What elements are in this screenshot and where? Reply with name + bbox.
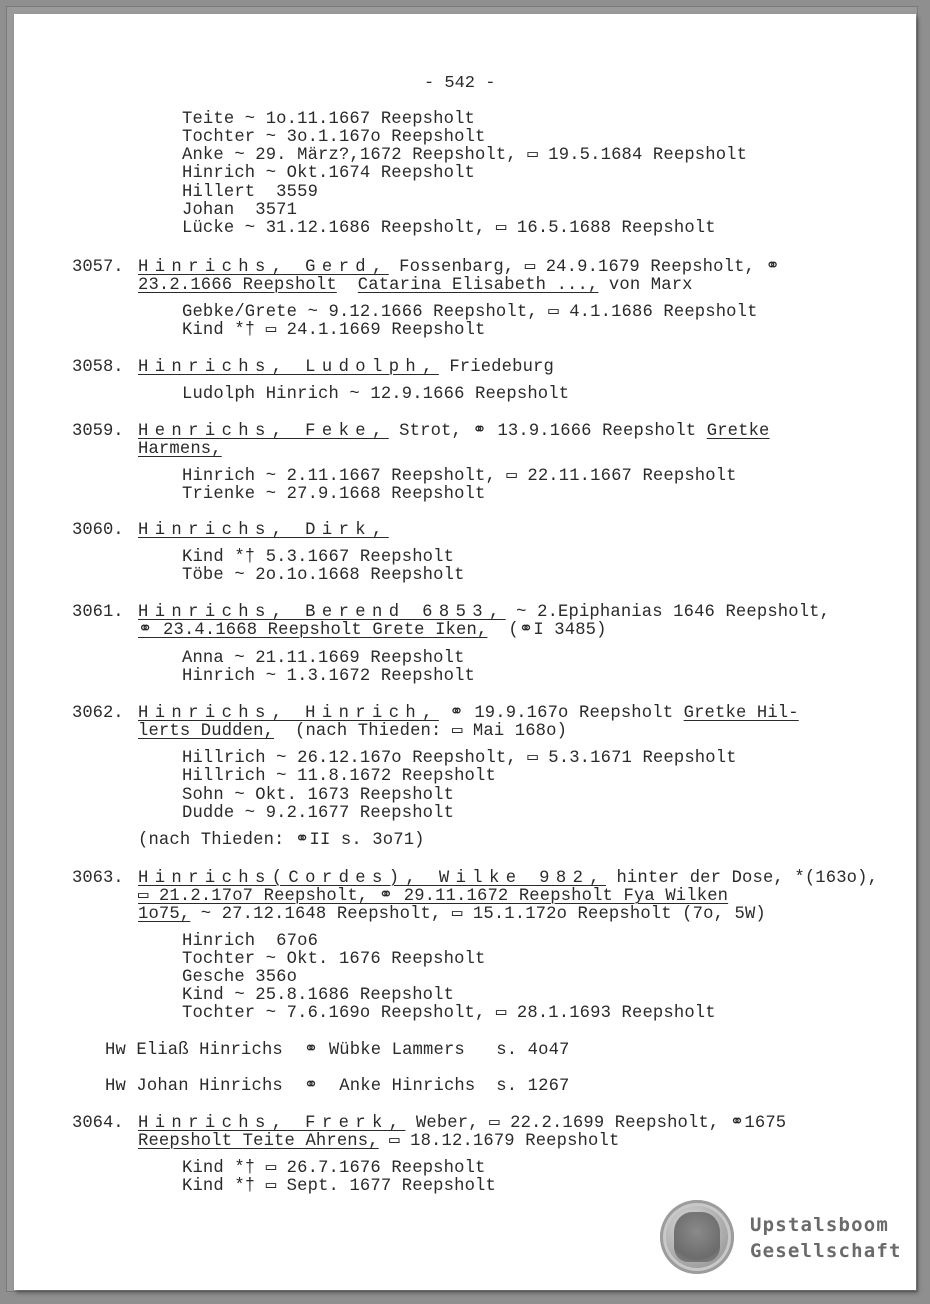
child-line: Sohn ~ Okt. 1673 Reepsholt [182,786,455,805]
entry-heading-cont [138,906,766,924]
entry-number: 3063. [72,869,124,888]
entry-name: Hinrichs, Gerd, [138,258,389,277]
logo-line-2: Gesellschaft [750,1240,902,1262]
child-line: Hinrich ~ Okt.1674 Reepsholt [182,164,475,183]
entry-number: 3062. [72,704,124,723]
entry-number: 3061. [72,603,124,622]
child-line: Gebke/Grete ~ 9.12.1666 Reepsholt, ▭ 4.1.1686 Reepsholt [182,303,758,322]
spouse-name: Gretke [706,422,770,441]
child-line: Hinrich ~ 1.3.1672 Reepsholt [182,667,475,686]
child-line: Anna ~ 21.11.1669 Reepsholt [182,649,465,668]
entry-heading-cont [138,277,693,295]
entry-number: 3059. [72,422,124,441]
page-number: - 542 - [424,74,496,93]
upstalsboom-logo [660,1198,902,1278]
entry-text: (⚭I 3485) [487,621,607,640]
child-line: Tochter ~ 7.6.169o Reepsholt, ▭ 28.1.1693 Reepsholt [182,1004,716,1023]
cross-reference: Hw Eliaß Hinrichs ⚭ Wübke Lammers s. 4o47 [105,1041,570,1060]
entry-number: 3060. [72,521,124,540]
entry-text: ▭ 21.2.17o7 Reepsholt, ⚭ 29.11.1672 Reepsholt [138,887,624,906]
entry-heading-cont [138,888,728,906]
entry-text: Weber, ▭ 22.2.1699 Reepsholt, ⚭1675 [405,1114,787,1133]
child-line: Hillert 3559 [182,183,319,202]
entry-name: Hinrichs(Cordes), Wilke 982, [138,869,606,888]
entry-heading-cont [138,1133,619,1151]
child-line: Hinrich 67o6 [182,932,319,951]
child-line: Anke ~ 29. März?,1672 Reepsholt, ▭ 19.5.1684 Reepsholt [182,146,748,165]
child-line: Hillrich ~ 11.8.1672 Reepsholt [182,767,496,786]
entry-name: Hinrichs, Ludolph, [138,358,439,377]
spouse-name: 1o75, [138,905,191,924]
entry-text: ⚭ 23.4.1668 Reepsholt [138,621,373,640]
entry-text: 23.2.1666 Reepsholt [138,276,337,295]
document-page [14,14,916,1290]
entry-text: Fossenbarg, ▭ 24.9.1679 Reepsholt, ⚭ [388,258,781,277]
entry-name: Hinrichs, Hinrich, [138,704,439,723]
entry-heading [138,604,830,622]
entry-name: Hinrichs, Frerk, [138,1114,406,1133]
child-line: Kind *† ▭ Sept. 1677 Reepsholt [182,1177,496,1196]
entry-text: Friedeburg [438,358,554,377]
entry-text: hinter der Dose, *(163o), [606,869,879,888]
entry-heading [138,705,799,723]
child-line: Töbe ~ 2o.1o.1668 Reepsholt [182,566,465,585]
entry-text: ⚭ 19.9.167o Reepsholt [438,704,684,723]
spouse-name: Catarina Elisabeth ..., [357,276,599,295]
spouse-name: Fya Wilken [623,887,729,906]
entry-text: (nach Thieden: ▭ Mai 168o) [274,722,568,741]
entry-number: 3064. [72,1114,124,1133]
child-line: Kind *† ▭ 26.7.1676 Reepsholt [182,1159,486,1178]
entry-text: ~ 27.12.1648 Reepsholt, ▭ 15.1.172o Reepsholt (7o, 5W) [190,905,766,924]
entry-heading-cont [138,723,567,741]
entry-heading [138,259,780,277]
child-line: Trienke ~ 27.9.1668 Reepsholt [182,485,486,504]
entry-heading [138,522,389,540]
spouse-name: Teite Ahrens, [242,1132,379,1151]
spouse-name: Harmens, [138,440,222,459]
entry-heading-cont [138,622,607,640]
entry-heading [138,1115,786,1133]
child-line: Dudde ~ 9.2.1677 Reepsholt [182,804,455,823]
entry-name: Henrichs, Feke, [138,422,389,441]
entry-note: (nach Thieden: ⚭II s. 3o71) [138,831,425,850]
entry-text: ▭ 18.12.1679 Reepsholt [378,1132,620,1151]
entry-heading [138,423,770,441]
child-line: Tochter ~ Okt. 1676 Reepsholt [182,950,486,969]
child-line: Kind *† 5.3.1667 Reepsholt [182,548,455,567]
entry-number: 3058. [72,358,124,377]
spouse-name: Grete Iken, [372,621,488,640]
spouse-name: lerts Dudden, [138,722,275,741]
child-line: Johan 3571 [182,201,298,220]
spouse-name: Gretke Hil- [683,704,799,723]
entry-text: Reepsholt [138,1132,243,1151]
entry-heading-cont [138,441,222,459]
child-line: Hinrich ~ 2.11.1667 Reepsholt, ▭ 22.11.1667 Reepsholt [182,467,737,486]
entry-text: von Marx [598,276,693,295]
entry-text: Strot, ⚭ 13.9.1666 Reepsholt [388,422,707,441]
entry-heading [138,359,554,377]
child-line: Gesche 356o [182,968,298,987]
seal-icon [660,1200,734,1274]
child-line: Tochter ~ 3o.1.167o Reepsholt [182,128,486,147]
entry-number: 3057. [72,258,124,277]
child-line: Teite ~ 1o.11.1667 Reepsholt [182,110,475,129]
child-line: Kind ~ 25.8.1686 Reepsholt [182,986,455,1005]
entry-text: ~ 2.Epiphanias 1646 Reepsholt, [505,603,831,622]
entry-name: Hinrichs, Berend 6853, [138,603,506,622]
cross-reference: Hw Johan Hinrichs ⚭ Anke Hinrichs s. 1267 [105,1077,570,1096]
entry-heading [138,870,878,888]
child-line: Ludolph Hinrich ~ 12.9.1666 Reepsholt [182,385,570,404]
child-line: Hillrich ~ 26.12.167o Reepsholt, ▭ 5.3.1671 Reepsholt [182,749,737,768]
entry-name: Hinrichs, Dirk, [138,521,389,540]
child-line: Lücke ~ 31.12.1686 Reepsholt, ▭ 16.5.1688 Reepsholt [182,219,716,238]
child-line: Kind *† ▭ 24.1.1669 Reepsholt [182,321,486,340]
logo-line-1: Upstalsboom [750,1214,890,1236]
